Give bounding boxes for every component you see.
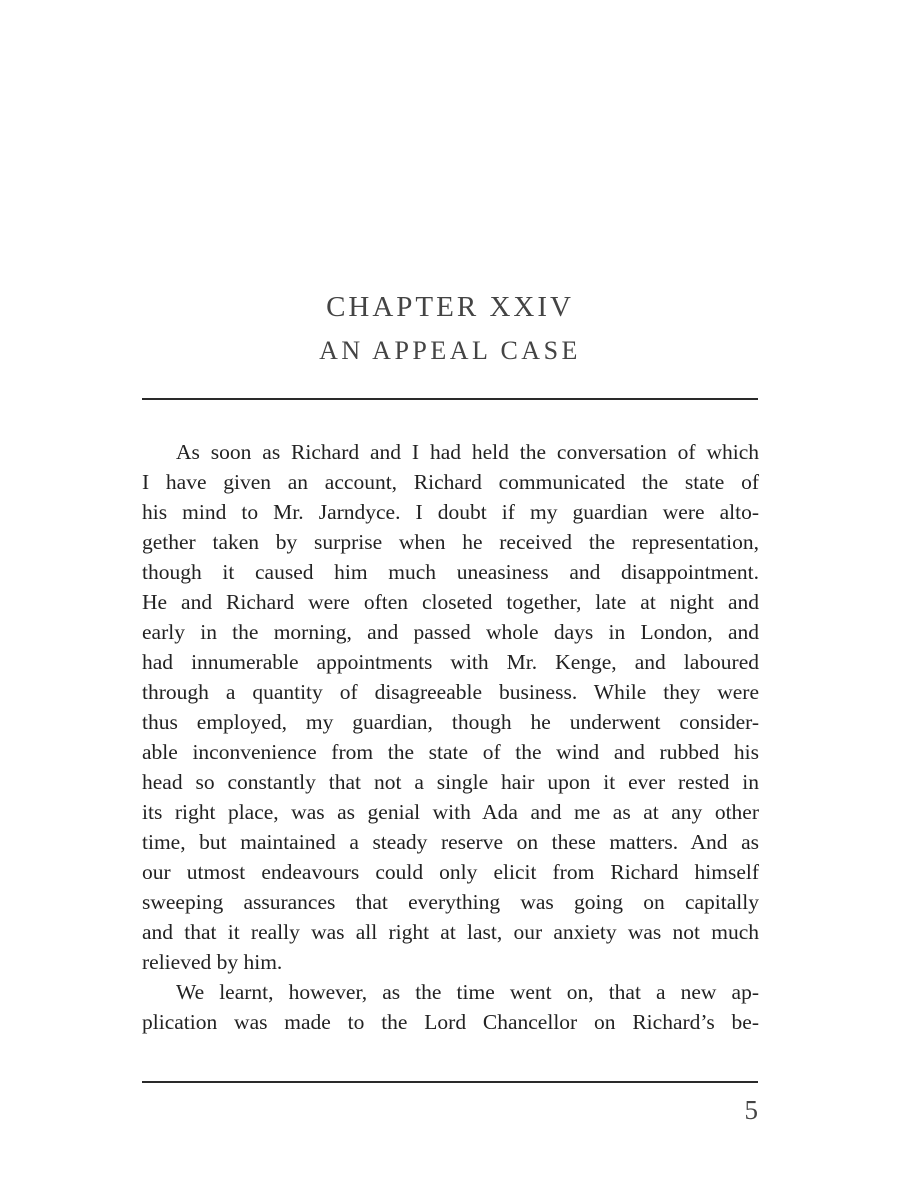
text-line: time, but maintained a steady reserve on these matters. And as	[142, 830, 759, 854]
chapter-title: AN APPEAL CASE	[319, 336, 581, 365]
text-line: sweeping assurances that everything was going on capitally	[142, 890, 759, 914]
text-line: gether taken by surprise when he received the representation,	[142, 530, 759, 554]
text-line: though it caused him much uneasiness and disappointment.	[142, 560, 759, 584]
text-line: relieved by him.	[142, 950, 283, 974]
paragraph	[142, 977, 759, 1037]
text-line: plication was made to the Lord Chancellor on Richard’s be-	[142, 1010, 759, 1034]
body-text	[142, 437, 759, 1037]
text-line: thus employed, my guardian, though he underwent consider-	[142, 710, 759, 734]
text-line: our utmost endeavours could only elicit from Richard himself	[142, 860, 759, 884]
text-line: able inconvenience from the state of the wind and rubbed his	[142, 740, 759, 764]
text-line: and that it really was all right at last, our anxiety was not much	[142, 920, 759, 944]
paragraph	[142, 437, 759, 977]
footer-rule	[142, 1081, 758, 1083]
text-line: I have given an account, Richard communicated the state of	[142, 470, 759, 494]
chapter-number: CHAPTER XXIV	[326, 291, 574, 323]
text-line: his mind to Mr. Jarndyce. I doubt if my guardian were alto-	[142, 500, 759, 524]
text-line: had innumerable appointments with Mr. Kenge, and laboured	[142, 650, 759, 674]
text-line: head so constantly that not a single hair upon it ever rested in	[142, 770, 759, 794]
text-line: He and Richard were often closeted together, late at night and	[142, 590, 759, 614]
text-line: As soon as Richard and I had held the conversation of which	[176, 440, 759, 464]
text-line: We learnt, however, as the time went on, that a new ap-	[176, 980, 759, 1004]
text-line: through a quantity of disagreeable business. While they were	[142, 680, 759, 704]
text-line: its right place, was as genial with Ada and me as at any other	[142, 800, 759, 824]
page-number: 5	[744, 1095, 758, 1125]
header-rule	[142, 398, 758, 400]
text-line: early in the morning, and passed whole days in London, and	[142, 620, 759, 644]
